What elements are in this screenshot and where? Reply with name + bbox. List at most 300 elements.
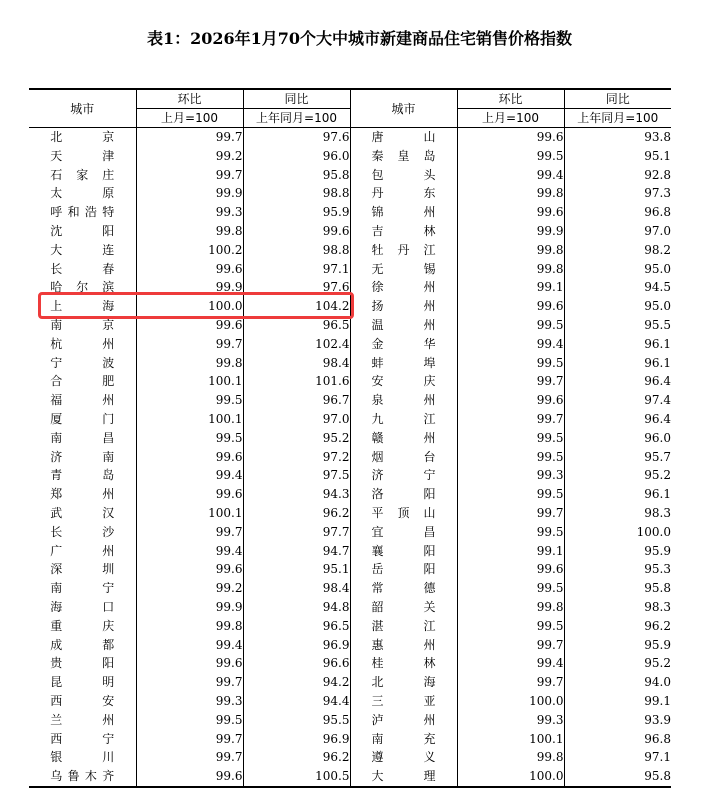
yoy-left-cell: 98.4 — [243, 354, 350, 373]
city-left-cell — [29, 617, 136, 636]
yoy-left-cell: 94.8 — [243, 598, 350, 617]
city-left-cell — [29, 410, 136, 429]
table-row — [29, 579, 671, 598]
header-mom-base-right: 上月=100 — [457, 109, 564, 128]
mom-right-cell: 99.7 — [457, 410, 564, 429]
table-row — [29, 203, 671, 222]
city-right-cell — [350, 673, 457, 692]
yoy-left-cell: 99.6 — [243, 222, 350, 241]
mom-right-cell: 99.5 — [457, 617, 564, 636]
yoy-left-cell: 97.2 — [243, 448, 350, 467]
table-row — [29, 767, 671, 787]
yoy-left-cell: 98.8 — [243, 184, 350, 203]
yoy-left-cell: 96.2 — [243, 504, 350, 523]
city-right-cell — [350, 504, 457, 523]
city-left-cell — [29, 636, 136, 655]
header-yoy-base-right: 上年同月=100 — [564, 109, 671, 128]
yoy-right-cell: 96.8 — [564, 203, 671, 222]
city-name: 济宁 — [371, 468, 436, 483]
city-name: 泸州 — [371, 712, 436, 727]
city-left-cell — [29, 730, 136, 749]
city-right-cell — [350, 335, 457, 354]
city-name: 三亚 — [371, 693, 436, 708]
header-yoy-base-left: 上年同月=100 — [243, 109, 350, 128]
city-name: 大理 — [371, 769, 436, 784]
city-name: 济南 — [50, 449, 115, 464]
mom-right-cell: 99.4 — [457, 654, 564, 673]
city-right-cell — [350, 654, 457, 673]
mom-left-cell: 100.2 — [136, 241, 243, 260]
table-row — [29, 166, 671, 185]
mom-right-cell: 99.5 — [457, 579, 564, 598]
city-right-cell — [350, 523, 457, 542]
table-row — [29, 260, 671, 279]
city-right-cell — [350, 730, 457, 749]
city-right-cell — [350, 598, 457, 617]
mom-left-cell: 99.3 — [136, 203, 243, 222]
mom-left-cell: 99.2 — [136, 579, 243, 598]
yoy-left-cell: 95.9 — [243, 203, 350, 222]
mom-left-cell: 99.5 — [136, 391, 243, 410]
table-row — [29, 128, 671, 147]
table-row — [29, 372, 671, 391]
city-right-cell — [350, 316, 457, 335]
city-name: 银川 — [50, 750, 115, 765]
city-left-cell — [29, 692, 136, 711]
yoy-right-cell: 100.0 — [564, 523, 671, 542]
city-right-cell — [350, 485, 457, 504]
city-name: 西宁 — [50, 731, 115, 746]
table-row — [29, 410, 671, 429]
city-right-cell — [350, 166, 457, 185]
city-name: 沈阳 — [50, 223, 115, 238]
city-right-cell — [350, 692, 457, 711]
header-yoy-left: 同比 — [243, 89, 350, 109]
city-name: 大连 — [50, 242, 115, 257]
mom-left-cell: 99.6 — [136, 654, 243, 673]
mom-right-cell: 99.7 — [457, 504, 564, 523]
yoy-left-cell: 100.5 — [243, 767, 350, 787]
yoy-right-cell: 95.9 — [564, 636, 671, 655]
city-right-cell — [350, 260, 457, 279]
mom-left-cell: 99.6 — [136, 316, 243, 335]
mom-left-cell: 99.4 — [136, 466, 243, 485]
yoy-left-cell: 102.4 — [243, 335, 350, 354]
city-name: 遵义 — [371, 750, 436, 765]
table-row — [29, 222, 671, 241]
mom-right-cell: 99.3 — [457, 711, 564, 730]
yoy-left-cell: 104.2 — [243, 297, 350, 316]
yoy-right-cell: 97.0 — [564, 222, 671, 241]
yoy-right-cell: 96.8 — [564, 730, 671, 749]
city-name: 广州 — [50, 543, 115, 558]
city-name: 太原 — [50, 186, 115, 201]
yoy-left-cell: 98.4 — [243, 579, 350, 598]
mom-left-cell: 99.7 — [136, 523, 243, 542]
mom-left-cell: 99.4 — [136, 636, 243, 655]
city-name: 合肥 — [50, 374, 115, 389]
city-name: 乌鲁木齐 — [50, 769, 115, 784]
city-left-cell — [29, 391, 136, 410]
mom-left-cell: 99.9 — [136, 278, 243, 297]
city-right-cell — [350, 147, 457, 166]
yoy-right-cell: 95.1 — [564, 147, 671, 166]
city-right-cell — [350, 354, 457, 373]
table-row — [29, 147, 671, 166]
city-name: 呼和浩特 — [50, 205, 115, 220]
city-name: 桂林 — [371, 656, 436, 671]
city-left-cell — [29, 466, 136, 485]
city-left-cell — [29, 260, 136, 279]
city-left-cell — [29, 166, 136, 185]
city-name: 南昌 — [50, 430, 115, 445]
city-left-cell — [29, 184, 136, 203]
city-left-cell — [29, 654, 136, 673]
city-name: 湛江 — [371, 618, 436, 633]
city-name: 成都 — [50, 637, 115, 652]
table-row — [29, 466, 671, 485]
table-row — [29, 542, 671, 561]
mom-right-cell: 99.7 — [457, 636, 564, 655]
city-name: 北海 — [371, 675, 436, 690]
mom-right-cell: 99.8 — [457, 260, 564, 279]
mom-left-cell: 99.9 — [136, 184, 243, 203]
mom-right-cell: 99.5 — [457, 448, 564, 467]
mom-left-cell: 99.9 — [136, 598, 243, 617]
mom-right-cell: 99.7 — [457, 673, 564, 692]
city-name: 兰州 — [50, 712, 115, 727]
city-left-cell — [29, 203, 136, 222]
mom-left-cell: 99.6 — [136, 767, 243, 787]
table-row — [29, 241, 671, 260]
yoy-left-cell: 96.9 — [243, 636, 350, 655]
yoy-right-cell: 95.5 — [564, 316, 671, 335]
table-row — [29, 692, 671, 711]
mom-right-cell: 99.4 — [457, 335, 564, 354]
city-left-cell — [29, 748, 136, 767]
mom-left-cell: 99.7 — [136, 673, 243, 692]
table-row — [29, 184, 671, 203]
city-name: 扬州 — [371, 299, 436, 314]
mom-right-cell: 99.1 — [457, 542, 564, 561]
table-row — [29, 560, 671, 579]
yoy-left-cell: 95.5 — [243, 711, 350, 730]
city-right-cell — [350, 184, 457, 203]
yoy-right-cell: 95.3 — [564, 560, 671, 579]
city-name: 常德 — [371, 581, 436, 596]
city-right-cell — [350, 579, 457, 598]
yoy-right-cell: 98.3 — [564, 598, 671, 617]
city-left-cell — [29, 485, 136, 504]
yoy-right-cell: 97.3 — [564, 184, 671, 203]
mom-right-cell: 99.1 — [457, 278, 564, 297]
table-row — [29, 654, 671, 673]
city-name: 无锡 — [371, 261, 436, 276]
yoy-right-cell: 96.4 — [564, 372, 671, 391]
table-row — [29, 504, 671, 523]
city-name: 唐山 — [371, 130, 436, 144]
mom-right-cell: 99.8 — [457, 241, 564, 260]
yoy-left-cell: 97.6 — [243, 278, 350, 297]
yoy-right-cell: 94.0 — [564, 673, 671, 692]
mom-left-cell: 99.7 — [136, 730, 243, 749]
yoy-right-cell: 95.0 — [564, 260, 671, 279]
mom-right-cell: 99.8 — [457, 184, 564, 203]
city-name: 岳阳 — [371, 562, 436, 577]
table-row — [29, 673, 671, 692]
yoy-left-cell: 98.8 — [243, 241, 350, 260]
mom-right-cell: 99.3 — [457, 466, 564, 485]
mom-right-cell: 99.5 — [457, 354, 564, 373]
yoy-right-cell: 95.0 — [564, 297, 671, 316]
mom-right-cell: 100.0 — [457, 692, 564, 711]
table-row — [29, 711, 671, 730]
mom-left-cell: 99.2 — [136, 147, 243, 166]
mom-left-cell: 100.1 — [136, 504, 243, 523]
city-name: 安庆 — [371, 374, 436, 389]
header-city-right: 城市 — [350, 89, 457, 128]
city-left-cell — [29, 147, 136, 166]
city-right-cell — [350, 128, 457, 147]
mom-right-cell: 99.5 — [457, 485, 564, 504]
city-left-cell — [29, 504, 136, 523]
mom-left-cell: 99.7 — [136, 748, 243, 767]
city-name: 郑州 — [50, 487, 115, 502]
city-name: 烟台 — [371, 449, 436, 464]
city-left-cell — [29, 673, 136, 692]
mom-right-cell: 99.8 — [457, 748, 564, 767]
city-name: 南充 — [371, 731, 436, 746]
city-right-cell — [350, 542, 457, 561]
city-right-cell — [350, 560, 457, 579]
city-name: 赣州 — [371, 430, 436, 445]
city-left-cell — [29, 241, 136, 260]
yoy-right-cell: 97.1 — [564, 748, 671, 767]
yoy-right-cell: 96.2 — [564, 617, 671, 636]
table-title: 表1：2026年1月70个大中城市新建商品住宅销售价格指数 — [146, 29, 573, 48]
city-name: 重庆 — [50, 618, 115, 633]
mom-left-cell: 99.6 — [136, 485, 243, 504]
city-name: 石家庄 — [50, 167, 115, 182]
mom-right-cell: 99.5 — [457, 316, 564, 335]
city-name: 洛阳 — [371, 487, 436, 502]
table-body — [29, 128, 671, 787]
city-name: 蚌埠 — [371, 355, 436, 370]
city-right-cell — [350, 636, 457, 655]
mom-right-cell: 99.5 — [457, 523, 564, 542]
yoy-left-cell: 96.5 — [243, 316, 350, 335]
mom-left-cell: 100.1 — [136, 410, 243, 429]
city-name: 海口 — [50, 599, 115, 614]
mom-left-cell: 99.4 — [136, 542, 243, 561]
table-row — [29, 617, 671, 636]
city-right-cell — [350, 203, 457, 222]
city-name: 平顶山 — [371, 505, 436, 520]
table-row — [29, 448, 671, 467]
city-name: 西安 — [50, 693, 115, 708]
city-right-cell — [350, 278, 457, 297]
yoy-right-cell: 95.8 — [564, 767, 671, 787]
city-right-cell — [350, 241, 457, 260]
city-right-cell — [350, 391, 457, 410]
price-index-table — [29, 88, 671, 788]
city-name: 宁波 — [50, 355, 115, 370]
city-name: 哈尔滨 — [50, 280, 115, 295]
city-name: 惠州 — [371, 637, 436, 652]
city-name: 上海 — [50, 299, 115, 314]
mom-right-cell: 99.5 — [457, 429, 564, 448]
city-left-cell — [29, 711, 136, 730]
yoy-right-cell: 96.1 — [564, 354, 671, 373]
table-row — [29, 335, 671, 354]
city-left-cell — [29, 767, 136, 787]
city-name: 九江 — [371, 411, 436, 426]
mom-left-cell: 99.8 — [136, 222, 243, 241]
header-mom-right: 环比 — [457, 89, 564, 109]
city-name: 宜昌 — [371, 524, 436, 539]
table-row — [29, 485, 671, 504]
city-left-cell — [29, 523, 136, 542]
city-left-cell — [29, 579, 136, 598]
yoy-left-cell: 96.9 — [243, 730, 350, 749]
yoy-right-cell: 96.1 — [564, 335, 671, 354]
city-left-cell — [29, 222, 136, 241]
city-name: 武汉 — [50, 505, 115, 520]
mom-right-cell: 100.1 — [457, 730, 564, 749]
yoy-left-cell: 97.7 — [243, 523, 350, 542]
mom-left-cell: 100.0 — [136, 297, 243, 316]
city-name: 青岛 — [50, 468, 115, 483]
yoy-left-cell: 101.6 — [243, 372, 350, 391]
city-right-cell — [350, 429, 457, 448]
mom-left-cell: 99.6 — [136, 448, 243, 467]
city-name: 襄阳 — [371, 543, 436, 558]
header-mom-base-left: 上月=100 — [136, 109, 243, 128]
yoy-left-cell: 97.5 — [243, 466, 350, 485]
city-name: 泉州 — [371, 393, 436, 408]
header-mom-left: 环比 — [136, 89, 243, 109]
yoy-right-cell: 98.3 — [564, 504, 671, 523]
city-name: 吉林 — [371, 223, 436, 238]
city-name: 南京 — [50, 317, 115, 332]
city-left-cell — [29, 354, 136, 373]
city-name: 天津 — [50, 148, 115, 163]
city-right-cell — [350, 711, 457, 730]
yoy-left-cell: 97.1 — [243, 260, 350, 279]
mom-left-cell: 99.5 — [136, 711, 243, 730]
city-right-cell — [350, 372, 457, 391]
city-name: 北京 — [50, 130, 115, 144]
city-left-cell — [29, 560, 136, 579]
city-name: 锦州 — [371, 205, 436, 220]
yoy-right-cell: 98.2 — [564, 241, 671, 260]
city-name: 南宁 — [50, 581, 115, 596]
mom-right-cell: 99.4 — [457, 166, 564, 185]
city-name: 徐州 — [371, 280, 436, 295]
city-left-cell — [29, 335, 136, 354]
table-row — [29, 354, 671, 373]
mom-right-cell: 99.6 — [457, 297, 564, 316]
yoy-right-cell: 96.0 — [564, 429, 671, 448]
city-name: 韶关 — [371, 599, 436, 614]
city-name: 昆明 — [50, 675, 115, 690]
yoy-left-cell: 95.2 — [243, 429, 350, 448]
yoy-right-cell: 97.4 — [564, 391, 671, 410]
city-left-cell — [29, 598, 136, 617]
yoy-right-cell: 94.5 — [564, 278, 671, 297]
yoy-left-cell: 96.7 — [243, 391, 350, 410]
city-left-cell — [29, 448, 136, 467]
city-right-cell — [350, 617, 457, 636]
city-name: 长春 — [50, 261, 115, 276]
city-left-cell — [29, 429, 136, 448]
mom-left-cell: 99.6 — [136, 560, 243, 579]
yoy-right-cell: 95.8 — [564, 579, 671, 598]
city-right-cell — [350, 448, 457, 467]
mom-right-cell: 99.6 — [457, 203, 564, 222]
mom-right-cell: 99.6 — [457, 391, 564, 410]
mom-right-cell: 99.5 — [457, 147, 564, 166]
yoy-right-cell: 95.7 — [564, 448, 671, 467]
table-row — [29, 429, 671, 448]
yoy-left-cell: 94.7 — [243, 542, 350, 561]
shanghai-highlight-box — [38, 292, 354, 319]
mom-left-cell: 99.7 — [136, 166, 243, 185]
yoy-right-cell: 96.1 — [564, 485, 671, 504]
yoy-left-cell: 94.2 — [243, 673, 350, 692]
yoy-right-cell: 93.8 — [564, 128, 671, 147]
mom-left-cell: 99.5 — [136, 429, 243, 448]
city-name: 贵阳 — [50, 656, 115, 671]
mom-left-cell: 99.6 — [136, 260, 243, 279]
mom-left-cell: 100.1 — [136, 372, 243, 391]
yoy-right-cell: 99.1 — [564, 692, 671, 711]
city-right-cell — [350, 297, 457, 316]
mom-left-cell: 99.8 — [136, 354, 243, 373]
table-row — [29, 636, 671, 655]
city-right-cell — [350, 410, 457, 429]
city-left-cell — [29, 128, 136, 147]
city-name: 牡丹江 — [371, 242, 436, 257]
yoy-left-cell: 96.6 — [243, 654, 350, 673]
yoy-left-cell: 95.8 — [243, 166, 350, 185]
city-name: 温州 — [371, 317, 436, 332]
yoy-left-cell: 96.2 — [243, 748, 350, 767]
city-right-cell — [350, 222, 457, 241]
city-name: 丹东 — [371, 186, 436, 201]
yoy-left-cell: 97.0 — [243, 410, 350, 429]
city-name: 金华 — [371, 336, 436, 351]
table-row — [29, 391, 671, 410]
mom-right-cell: 99.9 — [457, 222, 564, 241]
yoy-left-cell: 96.5 — [243, 617, 350, 636]
yoy-right-cell: 92.8 — [564, 166, 671, 185]
mom-right-cell: 99.7 — [457, 372, 564, 391]
city-name: 长沙 — [50, 524, 115, 539]
city-right-cell — [350, 767, 457, 787]
yoy-left-cell: 96.0 — [243, 147, 350, 166]
table-row — [29, 748, 671, 767]
yoy-right-cell: 95.2 — [564, 466, 671, 485]
city-right-cell — [350, 466, 457, 485]
mom-left-cell: 99.3 — [136, 692, 243, 711]
yoy-right-cell: 95.9 — [564, 542, 671, 561]
yoy-right-cell: 96.4 — [564, 410, 671, 429]
header-city-left: 城市 — [29, 89, 136, 128]
mom-left-cell: 99.7 — [136, 335, 243, 354]
city-left-cell — [29, 542, 136, 561]
yoy-left-cell: 94.4 — [243, 692, 350, 711]
